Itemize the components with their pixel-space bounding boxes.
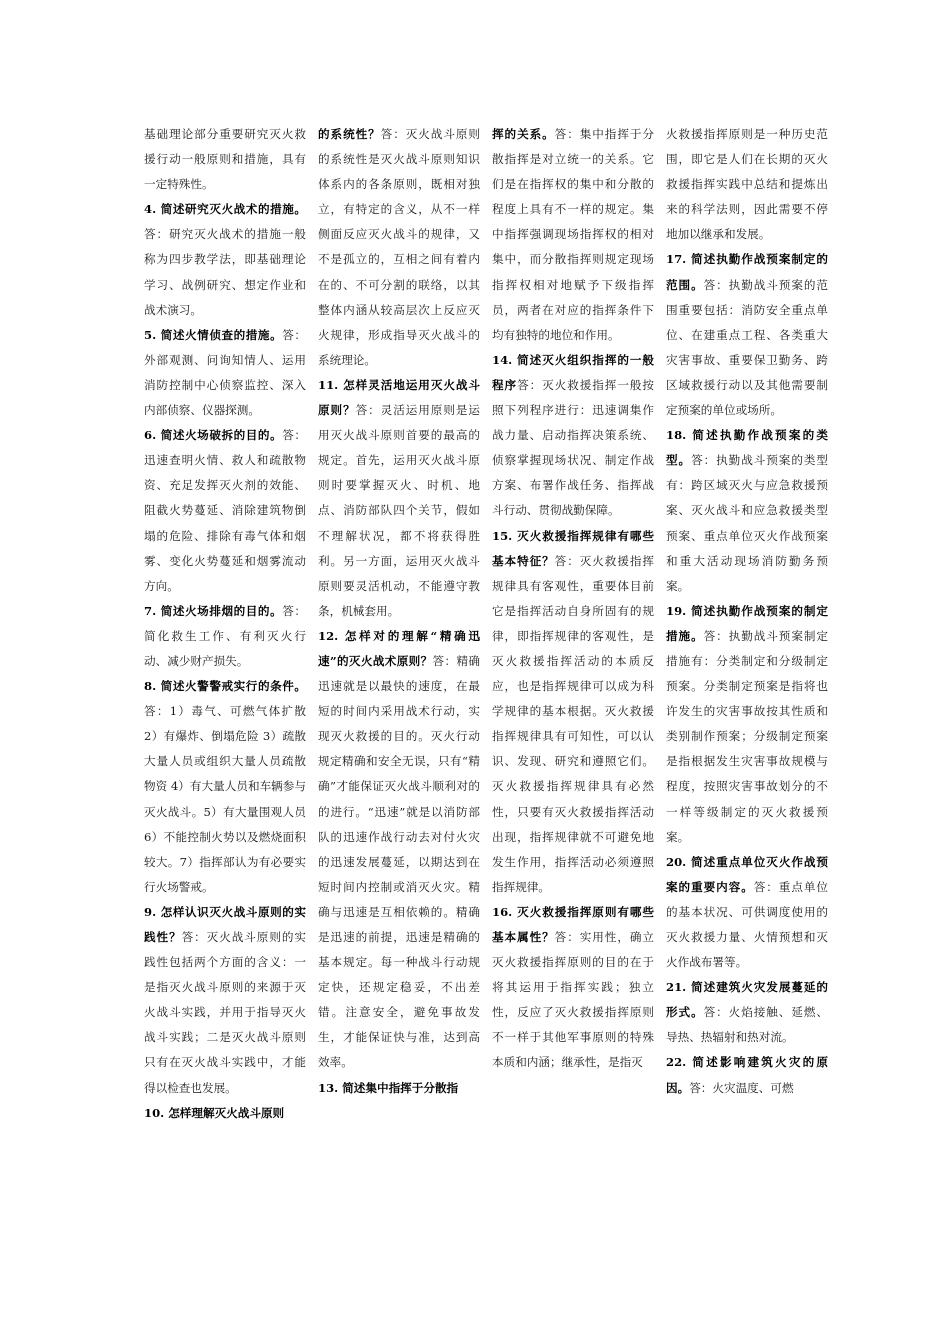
question-heading: 9. 怎样认识灭火战斗原则的实践性？	[144, 904, 306, 944]
qa-paragraph	[666, 1050, 828, 1100]
qa-paragraph	[144, 122, 306, 197]
question-heading: 14. 简述灭火组织指挥的一般程序	[492, 352, 654, 392]
answer-text: 答：灭火救援指挥一般按照下列程序进行：迅速调集作战力量、启动指挥决策系统、侦察掌握现场状况、制定作战方案、布署作战任务、指挥战斗行动、贯彻战勤保障。	[492, 377, 654, 518]
answer-text: 答：外部观测、问询知情人、运用消防控制中心侦察监控、深入内部侦察、仪器探测。	[144, 327, 306, 418]
qa-paragraph	[492, 900, 654, 1076]
qa-paragraph	[144, 197, 306, 322]
text-column-2	[318, 122, 480, 1101]
answer-text: 答：1）毒气、可燃气体扩散 2）有爆炸、倒塌危险 3）疏散大量人员或组织大量人员疏散物资 4）有大量人员和车辆参与灭火战斗。5）有大量围观人员 6）不能控制火势以及燃烧面积较大。7）指挥部认为有必要实行火场警戒。	[144, 704, 306, 894]
question-heading: 挥的关系。	[492, 127, 555, 141]
question-heading: 15. 灭火救援指挥规律有哪些基本特征？	[492, 528, 654, 568]
qa-paragraph	[144, 423, 306, 599]
question-heading: 11. 怎样灵活地运用灭火战斗原则？	[318, 377, 480, 418]
answer-text: 答：灭火战斗原则的系统性是灭火战斗原则知识体系内的各条原则，既相对独立，有特定的含义，从不一样侧面反应灭火战斗的规律，又不是孤立的，互相之间有着内在的、不可分割的联络，以其整体内涵从较高层次上反应灭火规律，形成指导灭火战斗的系统理论。	[318, 127, 480, 367]
qa-paragraph	[666, 850, 828, 975]
answer-text: 基础理论部分重要研究灭火救援行动一般原则和措施，具有一定特殊性。	[144, 127, 306, 192]
qa-paragraph	[144, 599, 306, 674]
answer-text: 火救援指挥原则是一种历史范围，即它是人们在长期的灭火救援指挥实践中总结和提炼出来的科学法则，因此需要不停地加以继承和发展。	[666, 127, 828, 242]
qa-paragraph	[318, 122, 480, 373]
qa-paragraph	[666, 247, 828, 423]
answer-text: 答：实用性，确立灭火救援指挥原则的目的在于将其运用于指挥实践；独立性，反应了灭火救援指挥原则不一样于其他军事原则的特殊本质和内涵；继承性，是指灭	[492, 930, 654, 1070]
question-heading: 21. 简述建筑火灾发展蔓延的形式。	[666, 980, 828, 1020]
answer-text: 答：执勤战斗预案的类型有：跨区域灭火与应急救援预案、灭火战斗和应急救援类型预案、重点单位灭火作战预案和重大活动现场消防勤务预案。	[666, 453, 828, 593]
question-heading: 12. 怎样对的理解“精确迅速”的灭火战术原则？	[318, 628, 480, 668]
answer-text: 答：执勤战斗预案制定措施有：分类制定和分级制定预案。分类制定预案是指将也许发生的灾害事故按其性质和类别制作预案；分级制定预案是指根据发生灾害事故规模与程度，按照灾害事故划分的不一样等级制定的灭火救援预案。	[666, 628, 828, 844]
answer-text: 答：研究灭火战术的措施一般称为四步教学法，即基础理论学习、战例研究、想定作业和战术演习。	[144, 227, 306, 317]
answer-text: 答：重点单位的基本状况、可供调度使用的灭火救援力量、火情预想和灭火作战布署等。	[666, 879, 828, 970]
qa-paragraph	[492, 524, 654, 900]
question-heading: 18. 简述执勤作战预案的类型。	[666, 428, 828, 468]
question-heading: 19. 简述执勤作战预案的制定措施。	[666, 603, 828, 643]
answer-text: 答：集中指挥于分散指挥是对立统一的关系。它们是在指挥权的集中和分散的程度上具有不一样的规定。集中指挥强调现场指挥权的相对集中，而分散指挥则规定现场指挥权相对地赋予下级指挥员，两者在对应的指挥条件下均有独特的地位和作用。	[492, 127, 654, 342]
qa-paragraph	[144, 900, 306, 1101]
answer-text: 答：火焰接触、延燃、导热、热辐射和热对流。	[666, 1005, 828, 1045]
answer-text: 答：精确迅速就是以最快的速度，在最短的时间内采用战术行动，实现灭火救援的目的。灭火行动规定精确和安全无误，只有“精确”才能保证灭火战斗顺利对的的进行。“迅速”就是以消防部队的迅速作战行动去对付火灾的迅速发展蔓延，以期达到在短时间内控制或消灭火灾。精确与迅速是互相依赖的。精确是迅速的前提，迅速是精确的基本规定。每一种战斗行动规定快，还规定稳妥，不出差错。注意安全，避免事故发生，才能保证快与准，达到高效率。	[318, 653, 480, 1070]
qa-paragraph	[318, 373, 480, 624]
qa-paragraph	[144, 1101, 306, 1126]
answer-text: 答：火灾温度、可燃	[689, 1080, 794, 1095]
question-heading: 的系统性？	[318, 127, 381, 141]
qa-paragraph	[666, 122, 828, 247]
answer-text: 答：简化救生工作、有利灭火行动、减少财产损失。	[144, 603, 306, 668]
qa-paragraph	[144, 323, 306, 423]
question-heading: 22. 简述影响建筑火灾的原因。	[666, 1055, 828, 1095]
qa-paragraph	[318, 624, 480, 1076]
text-column-4	[666, 122, 828, 1101]
question-heading: 7. 简述火场排烟的目的。	[144, 603, 283, 618]
qa-paragraph	[492, 122, 654, 348]
qa-paragraph	[666, 423, 828, 599]
qa-paragraph	[318, 1076, 480, 1101]
answer-text: 答：灭火救援指挥规律具有客观性，重要体目前它是指挥活动自身所固有的规律，即指挥规律的客观性，是灭火救援指挥活动的本质反应，也是指挥规律可以成为科学规律的基本根据。灭火救援指挥规律具有可知性，可以认识、发现、研究和遵照它们。灭火救援指挥规律具有必然性，只要有灭火救援指挥活动出现，指挥规律就不可避免地发生作用，指挥活动必须遵照指挥规律。	[492, 553, 654, 894]
question-heading: 10. 怎样理解灭火战斗原则	[144, 1105, 285, 1120]
question-heading: 6. 简述火场破拆的目的。	[144, 428, 283, 443]
qa-paragraph	[666, 599, 828, 850]
question-heading: 17. 简述执勤作战预案制定的范围。	[666, 252, 828, 292]
qa-paragraph	[666, 975, 828, 1050]
question-heading: 13. 简述集中指挥于分散指	[318, 1080, 459, 1095]
answer-text: 答：灭火战斗原则的实践性包括两个方面的含义：一是指灭火战斗原则的来源于灭火战斗实践，并用于指导灭火战斗实践；二是灭火战斗原则只有在灭火战斗实践中，才能得以检查也发展。	[144, 930, 306, 1095]
question-heading: 5. 简述火情侦查的措施。	[144, 327, 283, 342]
question-heading: 8. 简述火警警戒实行的条件。	[144, 679, 306, 694]
text-column-3	[492, 122, 654, 1076]
question-heading: 16. 灭火救援指挥原则有哪些基本属性？	[492, 904, 654, 944]
qa-paragraph	[144, 674, 306, 900]
question-heading: 4. 简述研究灭火战术的措施。	[144, 202, 306, 217]
answer-text: 答：迅速查明火情、救人和疏散物资、充足发挥灭火剂的效能、阻截火势蔓延、消除建筑物倒塌的危险、排除有毒气体和烟雾、变化火势蔓延和烟雾流动方向。	[144, 428, 306, 593]
answer-text: 答：执勤战斗预案的范围重要包括：消防安全重点单位、在建重点工程、各类重大灾害事故、重要保卫勤务、跨区域救援行动以及其他需要制定预案的单位或场所。	[666, 277, 828, 418]
answer-text: 答：灵活运用原则是运用灭火战斗原则首要的最高的规定。首先，运用灭火战斗原则时要掌握灭火、时机、地点、消防部队四个关节，假如不理解状况，都不将获得胜利。另一方面，运用灭火战斗原则要灵活机动，不能遵守教条，机械套用。	[318, 403, 480, 618]
qa-paragraph	[492, 348, 654, 524]
text-column-1	[144, 122, 306, 1126]
question-heading: 20. 简述重点单位灭火作战预案的重要内容。	[666, 854, 828, 894]
